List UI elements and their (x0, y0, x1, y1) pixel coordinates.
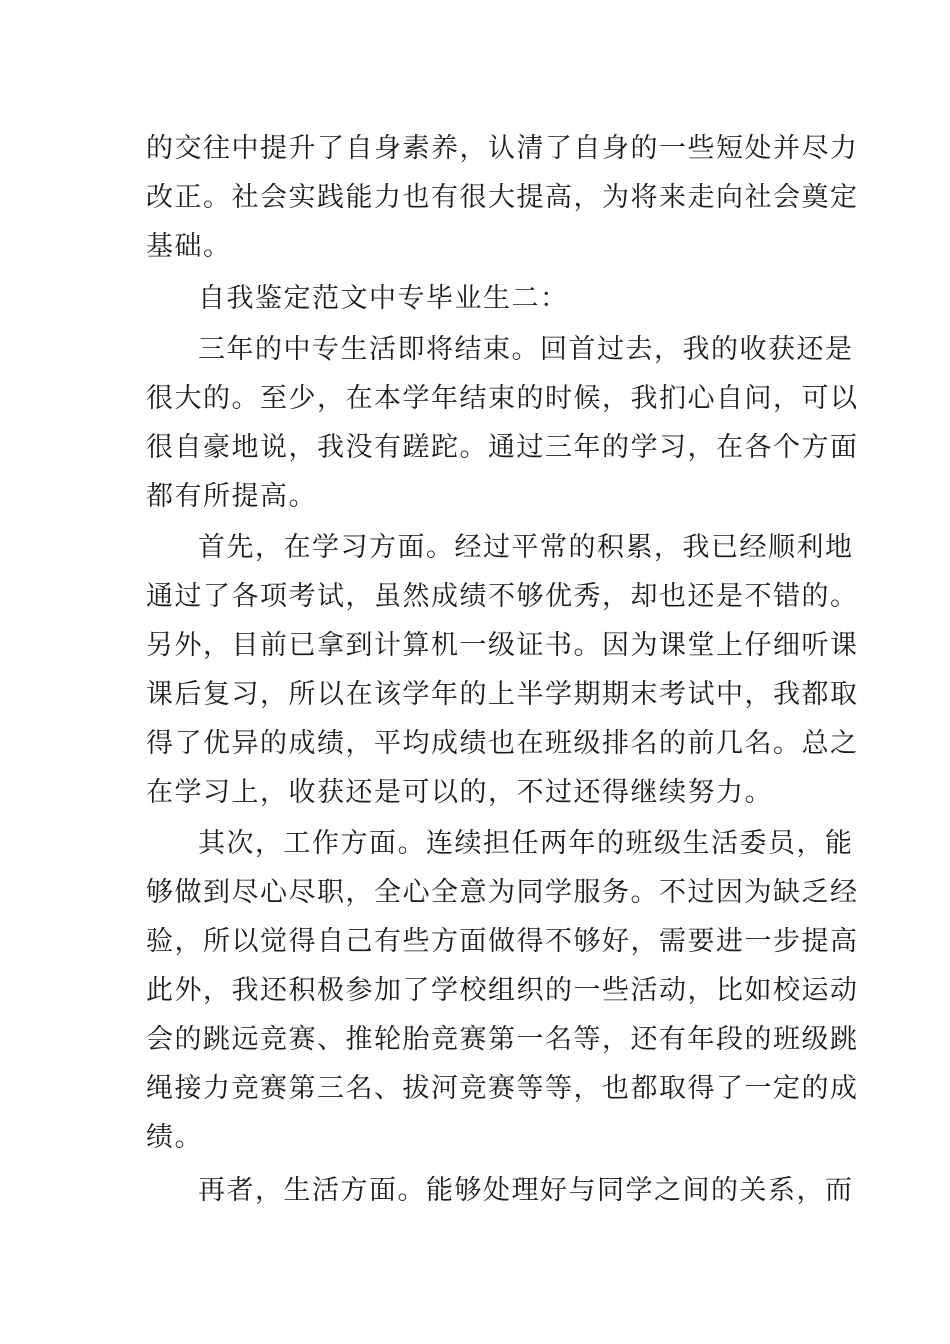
text-line: 很自豪地说，我没有蹉跎。通过三年的学习，在各个方面 (146, 432, 859, 463)
text-line: 都有所提高。 (146, 481, 317, 512)
text-line: 基础。 (146, 231, 232, 262)
text-line: 其次，工作方面。连续担任两年的班级生活委员，能 (198, 828, 854, 859)
text-line: 此外，我还积极参加了学校组织的一些活动，比如校运动 (146, 975, 859, 1006)
text-line: 首先，在学习方面。经过平常的积累，我已经顺利地 (198, 532, 854, 563)
text-line: 会的跳远竞赛、推轮胎竞赛第一名等，还有年段的班级跳 (146, 1024, 859, 1055)
text-line: 验，所以觉得自己有些方面做得不够好，需要进一步提高 (146, 926, 859, 957)
text-line: 课后复习，所以在该学年的上半学期期末考试中，我都取 (146, 679, 859, 710)
text-line: 再者，生活方面。能够处理好与同学之间的关系，而 (198, 1175, 854, 1206)
text-line: 的交往中提升了自身素养，认清了自身的一些短处并尽力 (146, 133, 859, 164)
text-line: 三年的中专生活即将结束。回首过去，我的收获还是 (198, 334, 854, 365)
text-line: 绩。 (146, 1122, 203, 1153)
text-line: 通过了各项考试，虽然成绩不够优秀，却也还是不错的。 (146, 581, 859, 612)
text-line: 改正。社会实践能力也有很大提高，为将来走向社会奠定 (146, 182, 859, 213)
text-line: 很大的。至少，在本学年结束的时候，我扪心自问，可以 (146, 383, 859, 414)
section-heading: 自我鉴定范文中专毕业生二： (198, 283, 569, 314)
text-line: 另外，目前已拿到计算机一级证书。因为课堂上仔细听课 (146, 630, 859, 661)
text-line: 得了优异的成绩，平均成绩也在班级排名的前几名。总之 (146, 728, 859, 759)
text-line: 够做到尽心尽职，全心全意为同学服务。不过因为缺乏经 (146, 877, 859, 908)
text-line: 绳接力竞赛第三名、拔河竞赛等等，也都取得了一定的成 (146, 1073, 859, 1104)
text-line: 在学习上，收获还是可以的，不过还得继续努力。 (146, 777, 773, 808)
